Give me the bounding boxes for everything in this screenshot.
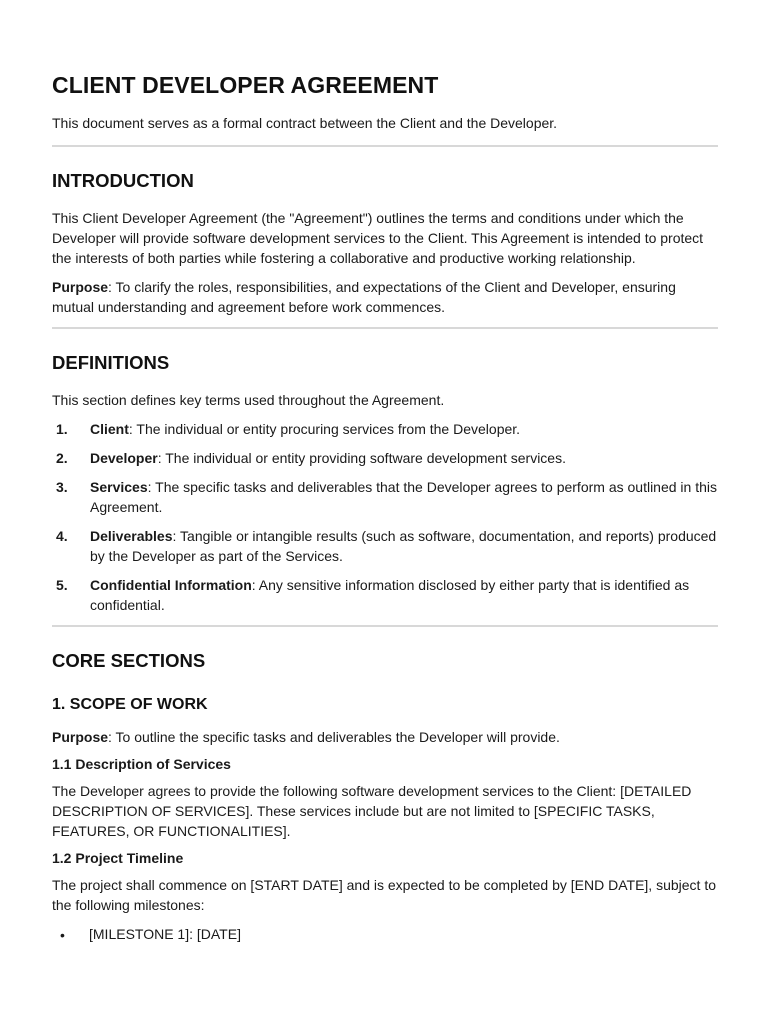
definitions-heading: DEFINITIONS [52,352,170,373]
definitions-section [52,352,718,615]
purpose-label: Purpose [52,279,109,295]
introduction-heading: INTRODUCTION [52,170,194,191]
document-subtitle: This document serves as a formal contract between the Client and the Developer. [52,115,558,131]
definitions-list [52,419,718,615]
document-title: CLIENT DEVELOPER AGREEMENT [52,72,439,98]
bullet-icon: • [60,927,65,943]
introduction-section [52,170,718,317]
introduction-body: This Client Developer Agreement (the "Agreement") outlines the terms and conditions under which the Developer will provide software development services to the Client. This Agreement is intended to protect the interests of both parties while fostering a collaborative and productive working relationship. [52,210,704,266]
divider [52,145,718,147]
core-sections-heading: CORE SECTIONS [52,650,206,671]
item-number: 4. [56,528,68,544]
description-of-services-body: The Developer agrees to provide the following software development services to the Client: [DETAILED DESCRIPTION OF SERVICES]. These services include but are not limited to [SPECIFIC TASKS, FEATURES, OR FUNCTIONALITIES]. [52,783,692,839]
definition-term: Deliverables [90,528,173,544]
item-number: 5. [56,577,68,593]
project-timeline-body: The project shall commence on [START DATE] and is expected to be completed by [END DATE], subject to the following milestones: [52,877,717,913]
definition-item [52,526,718,566]
milestone-list [52,924,718,944]
item-number: 2. [56,450,68,466]
divider [52,625,718,627]
divider [52,327,718,329]
milestone-item [52,924,718,944]
definition-text: : The individual or entity providing software development services. [157,450,566,466]
purpose-text: : To clarify the roles, responsibilities, and expectations of the Client and Developer, ensuring mutual understanding and agreement before work commences. [52,279,676,315]
definition-item [52,477,718,517]
milestone-text: [MILESTONE 1]: [DATE] [89,926,241,942]
purpose-text: : To outline the specific tasks and deliverables the Developer will provide. [108,729,560,745]
definition-term: Developer [90,450,158,466]
definition-text: : The individual or entity procuring services from the Developer. [128,421,521,437]
definition-term: Client [90,421,129,437]
definition-item [52,419,718,439]
definition-item [52,448,718,468]
purpose-label: Purpose [52,729,109,745]
project-timeline-heading: 1.2 Project Timeline [52,850,184,866]
definition-text: : The specific tasks and deliverables that the Developer agrees to perform as outlined in this Agreement. [90,479,717,515]
definition-text: : Any sensitive information disclosed by either party that is identified as confidential. [90,577,690,613]
item-number: 3. [56,479,68,495]
scope-purpose [52,727,718,747]
definitions-intro: This section defines key terms used throughout the Agreement. [52,392,445,408]
definition-term: Confidential Information [90,577,252,593]
description-of-services-heading: 1.1 Description of Services [52,756,231,772]
definition-text: : Tangible or intangible results (such as software, documentation, and reports) produced by the Developer as part of the Services. [90,528,717,564]
definition-item [52,575,718,615]
definition-term: Services [90,479,148,495]
scope-of-work-heading: 1. SCOPE OF WORK [52,696,208,713]
core-sections [52,650,718,944]
introduction-purpose [52,277,718,317]
item-number: 1. [56,421,68,437]
